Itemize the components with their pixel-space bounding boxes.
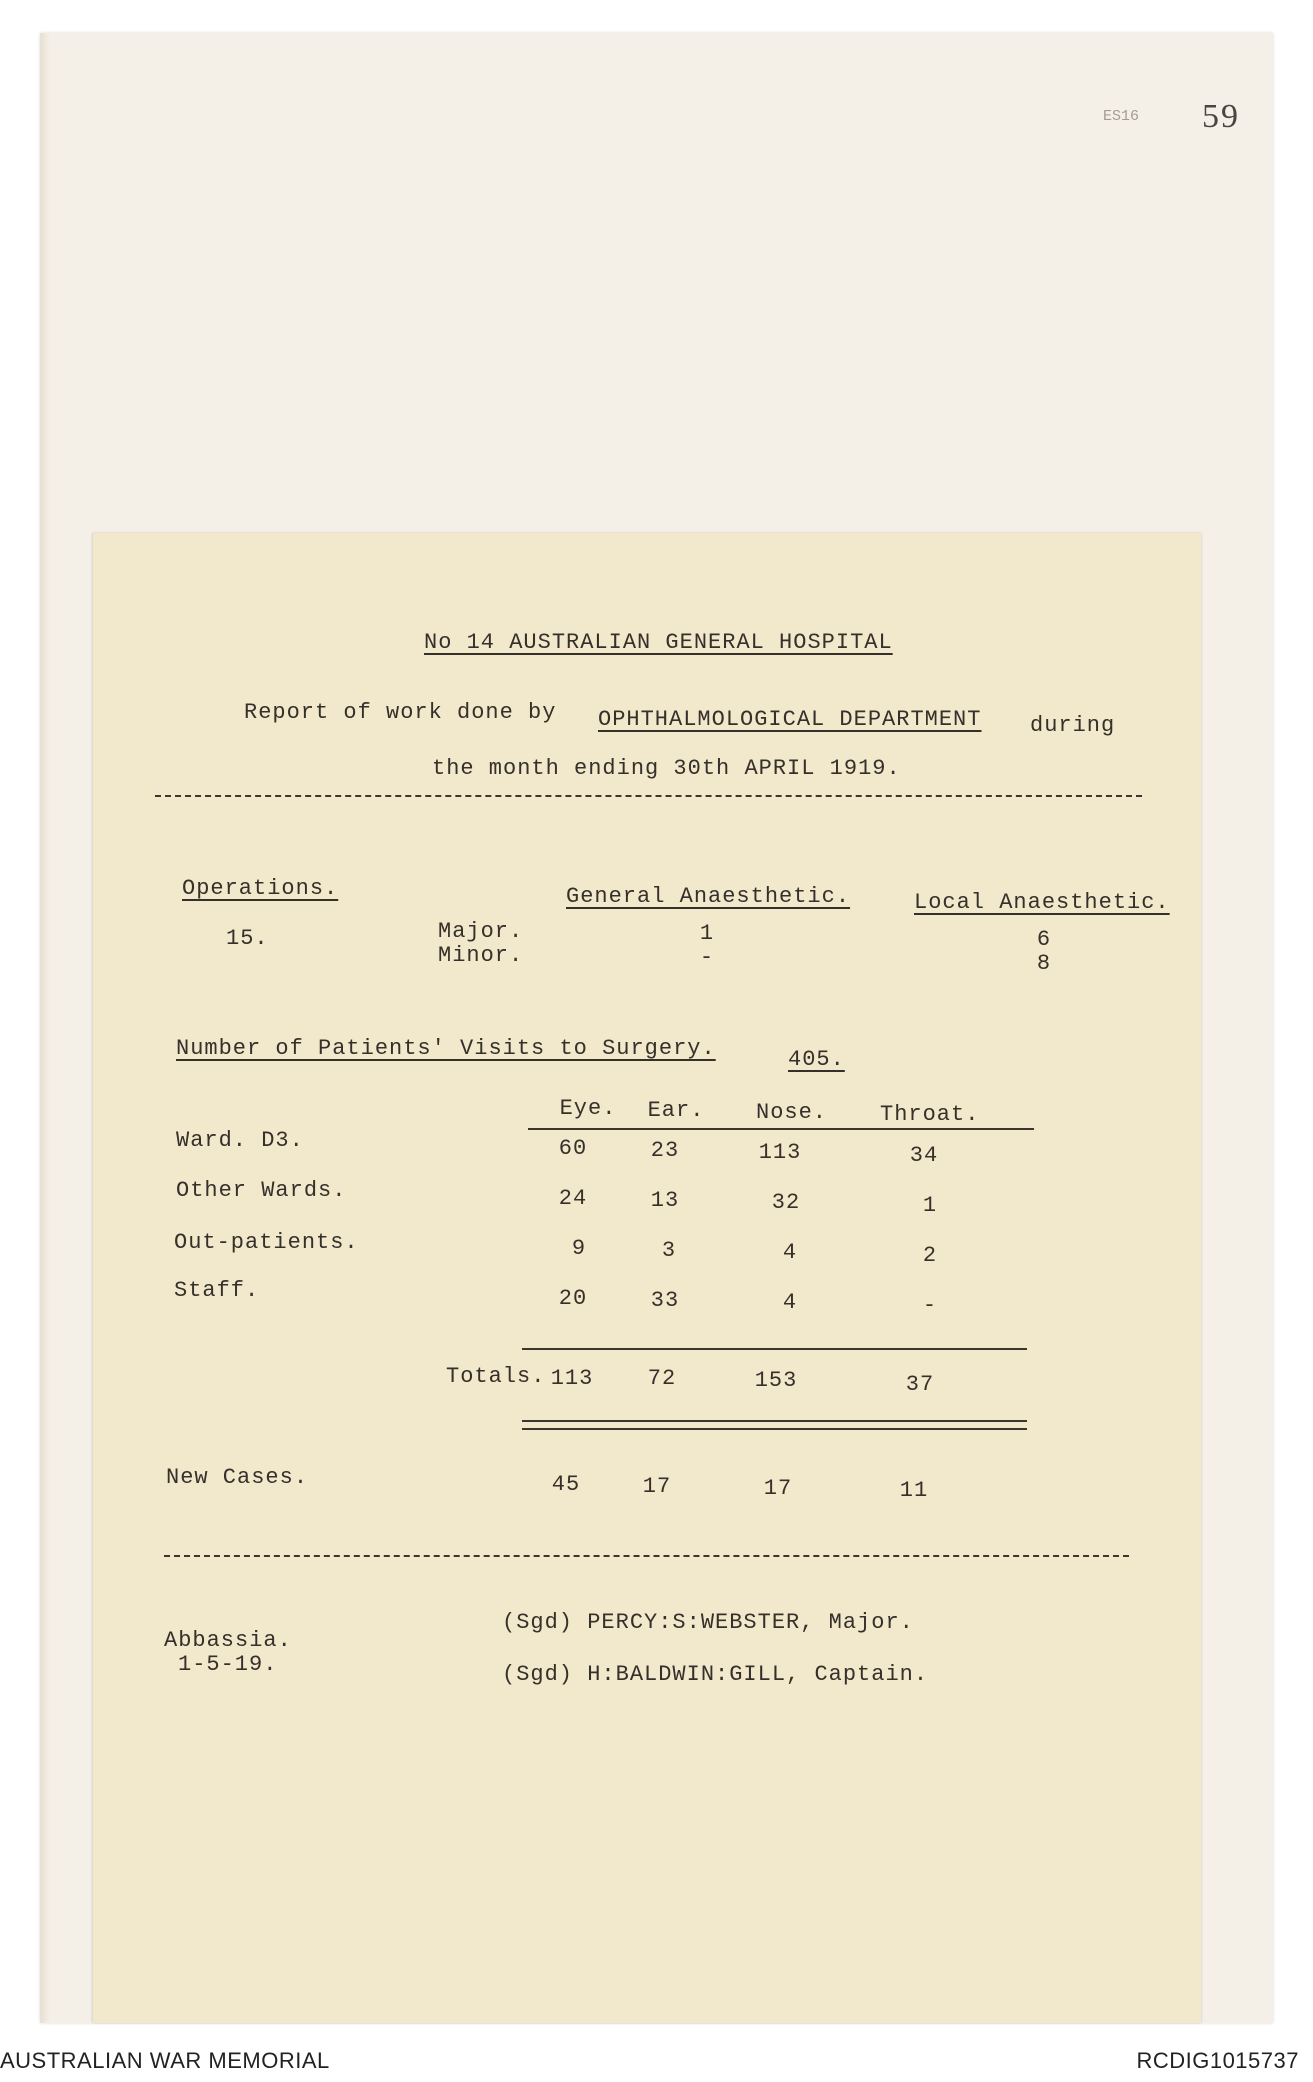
signature-webster: (Sgd) PERCY:S:WEBSTER, Major. bbox=[502, 1610, 914, 1635]
new-cases-label: New Cases. bbox=[166, 1465, 309, 1490]
col-nose: Nose. bbox=[756, 1100, 828, 1125]
col-throat: Throat. bbox=[880, 1102, 980, 1127]
totals-label: Totals. bbox=[446, 1364, 546, 1389]
signoff-place: Abbassia. bbox=[164, 1628, 292, 1653]
cell-ear: 33 bbox=[650, 1288, 680, 1313]
cell-ear: 3 bbox=[661, 1238, 677, 1263]
new-throat: 11 bbox=[899, 1478, 929, 1503]
cell-ear: 13 bbox=[650, 1188, 680, 1213]
divider-bottom bbox=[164, 1555, 1129, 1557]
cell-throat: 2 bbox=[922, 1243, 938, 1268]
op-local-value: 6 bbox=[1036, 927, 1052, 952]
op-general-value: 1 bbox=[699, 921, 715, 946]
row-label-ward-d3: Ward. D3. bbox=[176, 1128, 304, 1153]
row-label-out-patients: Out-patients. bbox=[174, 1230, 359, 1255]
visits-total: 405. bbox=[788, 1047, 845, 1072]
col-ear: Ear. bbox=[647, 1098, 705, 1123]
total-ear: 72 bbox=[647, 1366, 677, 1391]
cell-throat: 1 bbox=[922, 1193, 938, 1218]
footer-id: RCDIG1015737 bbox=[1136, 2048, 1299, 2073]
folio-number: 59 bbox=[1202, 98, 1240, 135]
double-rule-upper bbox=[522, 1420, 1027, 1422]
operations-total: 15. bbox=[226, 926, 269, 951]
cell-eye: 24 bbox=[558, 1186, 588, 1211]
cell-throat: - bbox=[922, 1293, 938, 1318]
visits-heading: Number of Patients' Visits to Surgery. bbox=[176, 1036, 716, 1061]
cell-nose: 32 bbox=[771, 1190, 801, 1215]
op-row-label: Major. bbox=[438, 919, 524, 944]
archive-stamp: ES16 bbox=[1103, 108, 1140, 125]
new-eye: 45 bbox=[551, 1472, 581, 1497]
total-eye: 113 bbox=[550, 1366, 594, 1391]
col-eye: Eye. bbox=[559, 1096, 617, 1121]
cell-eye: 20 bbox=[558, 1286, 588, 1311]
header-rule bbox=[528, 1128, 1034, 1130]
divider-top bbox=[155, 795, 1142, 797]
new-ear: 17 bbox=[642, 1474, 672, 1499]
subtitle-pre: Report of work done by bbox=[244, 700, 557, 725]
op-local-value: 8 bbox=[1036, 951, 1052, 976]
op-general-value: - bbox=[699, 945, 715, 970]
col-general-anaesthetic: General Anaesthetic. bbox=[566, 884, 851, 909]
cell-ear: 23 bbox=[650, 1138, 680, 1163]
signature-gill: (Sgd) H:BALDWIN:GILL, Captain. bbox=[502, 1662, 929, 1687]
row-label-staff: Staff. bbox=[174, 1278, 260, 1303]
signoff-date: 1-5-19. bbox=[178, 1652, 278, 1677]
cell-throat: 34 bbox=[909, 1143, 939, 1168]
row-label-other-wards: Other Wards. bbox=[176, 1178, 347, 1203]
department-name: OPHTHALMOLOGICAL DEPARTMENT bbox=[598, 707, 982, 732]
total-nose: 153 bbox=[754, 1368, 798, 1393]
cell-nose: 4 bbox=[782, 1240, 798, 1265]
total-throat: 37 bbox=[905, 1372, 935, 1397]
operations-heading: Operations. bbox=[182, 876, 339, 901]
col-local-anaesthetic: Local Anaesthetic. bbox=[914, 890, 1170, 915]
totals-rule bbox=[522, 1348, 1027, 1350]
report-period: the month ending 30th APRIL 1919. bbox=[432, 756, 901, 781]
op-row-label: Minor. bbox=[438, 943, 524, 968]
cell-nose: 113 bbox=[758, 1140, 802, 1165]
cell-eye: 9 bbox=[571, 1236, 587, 1261]
cell-eye: 60 bbox=[558, 1136, 588, 1161]
hospital-title: No 14 AUSTRALIAN GENERAL HOSPITAL bbox=[424, 630, 893, 655]
footer-source: AUSTRALIAN WAR MEMORIAL bbox=[0, 2048, 330, 2073]
subtitle-post: during bbox=[1030, 713, 1116, 738]
double-rule-lower bbox=[522, 1428, 1027, 1430]
new-nose: 17 bbox=[763, 1476, 793, 1501]
cell-nose: 4 bbox=[782, 1290, 798, 1315]
